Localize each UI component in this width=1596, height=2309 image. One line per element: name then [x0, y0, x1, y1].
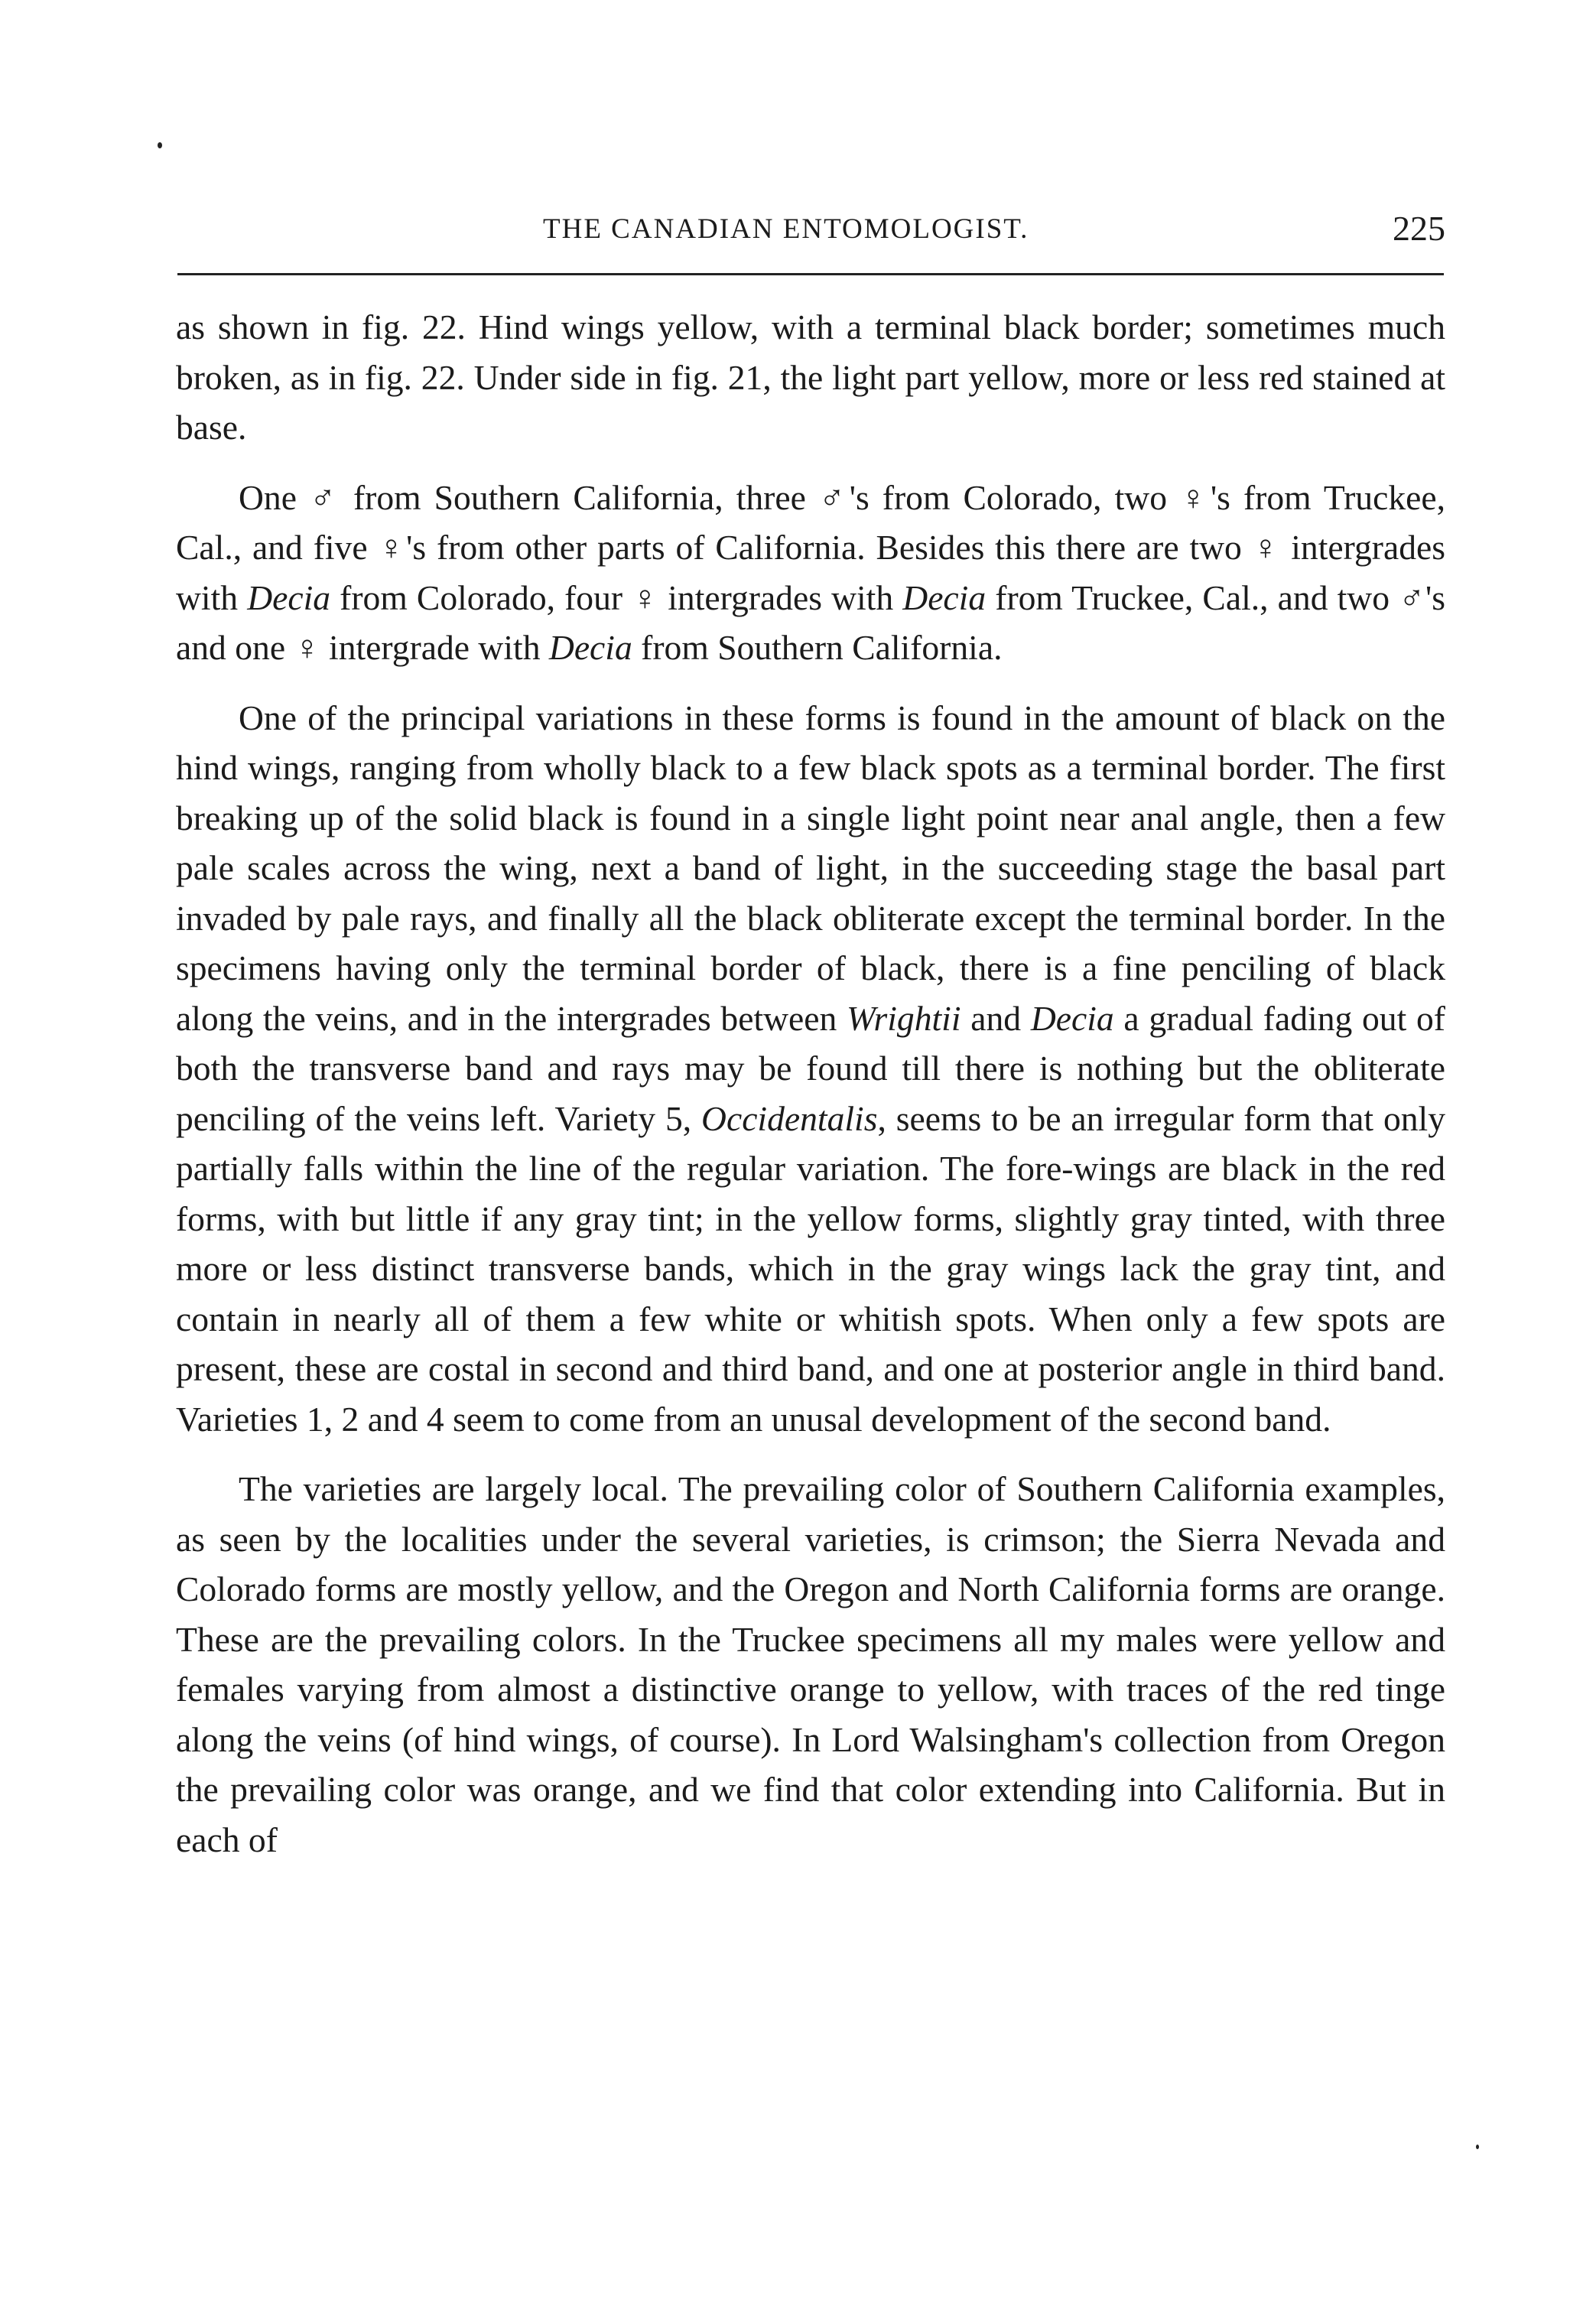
- running-head: [176, 208, 1445, 254]
- paragraph-1: as shown in fig. 22. Hind wings yellow, with a terminal black border; sometimes much broken, as in fig. 22. Under side in fig. 21, the light part yellow, more or less red stained at base.: [176, 307, 1445, 447]
- print-speck-margin: [1476, 2145, 1479, 2149]
- taxon-name: Occidentalis: [701, 1098, 878, 1138]
- paragraph-3: One of the principal variations in these forms is found in the amount of black on the hind wings, ranging from wholly black to a few black spots as a terminal border. The first breaking up of the solid black is found in a single light point near anal angle, then a few pale scales across the wing, next a band of light, in the succeeding stage the basal part invaded by pale rays, and finally all the black obliterate except the terminal border. In the specimens having only the terminal border of black, there is a fine penciling of black along the veins, and in the intergrades between Wrightii and Decia a gradual fading out of both the transverse band and rays may be found till there is nothing but the obliterate penciling of the veins left. Variety 5, Occidentalis, seems to be an irregular form that only partially falls within the line of the regular variation. The fore-wings are black in the red forms, with but little if any gray tint; in the yellow forms, slightly gray tinted, with three more or less distinct transverse bands, which in the gray wings lack the gray tint, and contain in nearly all of them a few white or whitish spots. When only a few spots are present, these are costal in second and third band, and one at posterior angle in third band. Varieties 1, 2 and 4 seem to come from an unusal development of the second band.: [176, 698, 1445, 1439]
- taxon-name: Wrightii: [847, 998, 961, 1038]
- header-rule: [177, 273, 1444, 275]
- journal-title: THE CANADIAN ENTOMOLOGIST.: [543, 213, 1029, 245]
- print-speck: [158, 142, 162, 148]
- paragraph-4: The varieties are largely local. The prevailing color of Southern California examples, as seen by the localities under the several varieties, is crimson; the Sierra Nevada and Colorado forms are mostly yellow, and the Oregon and North California forms are orange. These are the prevailing colors. In the Truckee specimens all my males were yellow and females varying from almost a distinctive orange to yellow, with traces of the red tinge along the veins (of hind wings, of course). In Lord Walsingham's collection from Oregon the prevailing color was orange, and we find that color extending into California. But in each of: [176, 1469, 1445, 1859]
- page-number: 225: [1393, 209, 1445, 248]
- taxon-name: Decia: [548, 628, 632, 667]
- article-body: [176, 302, 1445, 1865]
- taxon-name: Decia: [1030, 998, 1114, 1038]
- taxon-name: Decia: [247, 577, 331, 617]
- taxon-name: Decia: [902, 577, 987, 617]
- paragraph-2: One ♂ from Southern California, three ♂'s from Colorado, two ♀'s from Truckee, Cal., and five ♀'s from other parts of California. Besides this there are two ♀ intergrades with Decia from Colorado, four ♀ intergrades with Decia from Truckee, Cal., and two ♂'s and one ♀ intergrade with Decia from Southern California.: [176, 477, 1445, 667]
